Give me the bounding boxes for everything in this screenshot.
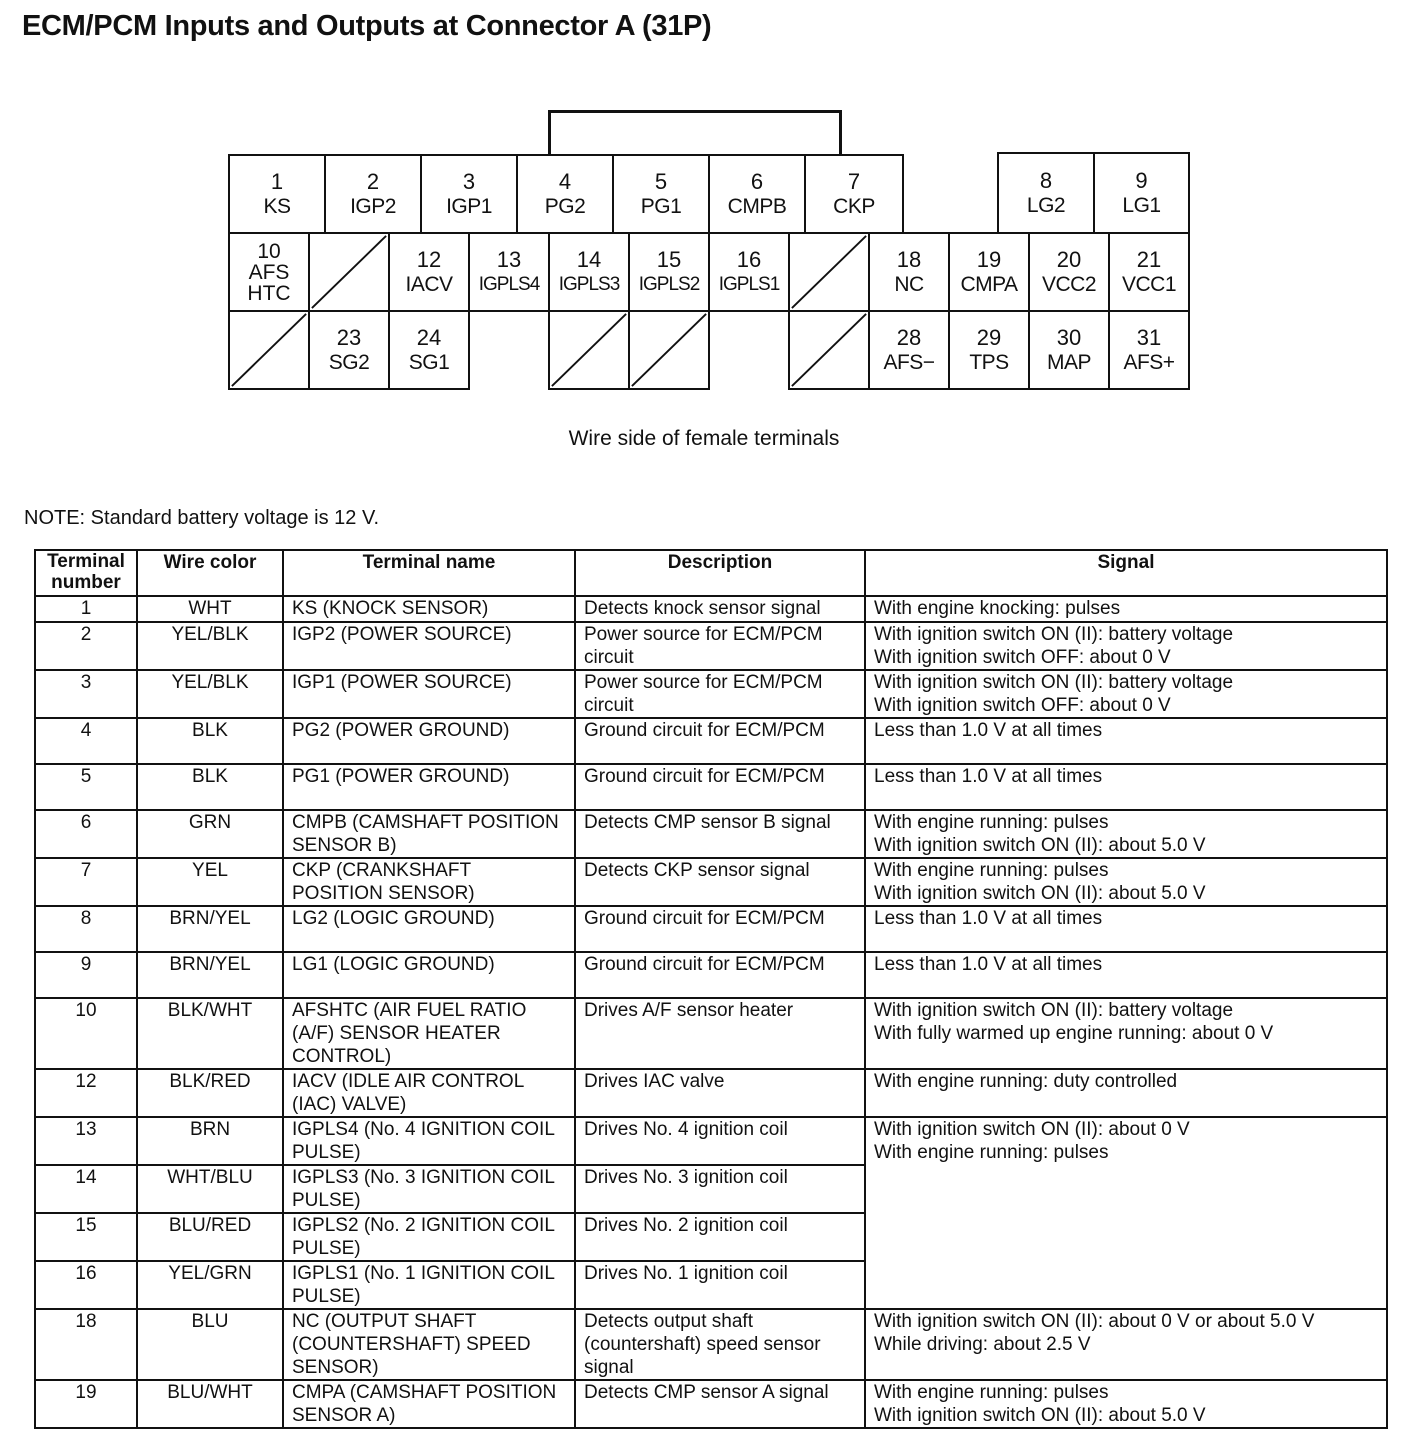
- header-description: Description: [575, 550, 865, 596]
- cell-terminal-name: IGPLS2 (No. 2 IGNITION COIL PULSE): [283, 1213, 575, 1261]
- pin-number: 12: [416, 247, 442, 272]
- cell-terminal-number: 12: [35, 1069, 137, 1117]
- cell-terminal-number: 15: [35, 1213, 137, 1261]
- cell-terminal-name: LG2 (LOGIC GROUND): [283, 906, 575, 952]
- pin-number: 9: [1135, 168, 1148, 193]
- cell-description: Detects knock sensor signal: [575, 596, 865, 622]
- table-row: [35, 1380, 1387, 1428]
- table-row: [35, 906, 1387, 952]
- connector-pin-4: [516, 154, 614, 234]
- cell-description: Power source for ECM/PCM circuit: [575, 622, 865, 670]
- cell-signal: With ignition switch ON (II): about 0 V With engine running: pulses: [865, 1117, 1387, 1309]
- cell-signal: Less than 1.0 V at all times: [865, 906, 1387, 952]
- pin-code: KS: [263, 195, 291, 218]
- pin-code: TPS: [969, 351, 1009, 374]
- cell-signal: Less than 1.0 V at all times: [865, 952, 1387, 998]
- pin-number: 4: [558, 169, 572, 194]
- cell-terminal-name: IGP1 (POWER SOURCE): [283, 670, 575, 718]
- table-row: [35, 1117, 1387, 1165]
- connector-pin-24: [388, 310, 470, 390]
- cell-terminal-number: 14: [35, 1165, 137, 1213]
- cell-terminal-number: 18: [35, 1309, 137, 1380]
- connector-cavity-empty: [228, 310, 310, 390]
- cell-terminal-name: AFSHTC (AIR FUEL RATIO (A/F) SENSOR HEATER CONTROL): [283, 998, 575, 1069]
- cell-terminal-number: 16: [35, 1261, 137, 1309]
- table-row: [35, 858, 1387, 906]
- table-row: [35, 952, 1387, 998]
- cell-wire-color: BRN/YEL: [137, 952, 283, 998]
- cell-description: Ground circuit for ECM/PCM: [575, 952, 865, 998]
- pin-code: IGP1: [446, 195, 492, 218]
- pin-code: CMPB: [727, 195, 787, 218]
- cell-terminal-name: KS (KNOCK SENSOR): [283, 596, 575, 622]
- pin-code: CKP: [833, 195, 875, 218]
- pin-code: NC: [894, 273, 924, 296]
- cell-terminal-name: PG2 (POWER GROUND): [283, 718, 575, 764]
- cell-terminal-number: 10: [35, 998, 137, 1069]
- cell-signal: With ignition switch ON (II): battery voltage With ignition switch OFF: about 0 V: [865, 622, 1387, 670]
- connector-pin-3: [420, 154, 518, 234]
- pin-code: SG2: [328, 351, 370, 374]
- header-signal: Signal: [865, 550, 1387, 596]
- cell-description: Ground circuit for ECM/PCM: [575, 718, 865, 764]
- pin-code: IGP2: [350, 195, 396, 218]
- pin-code: MAP: [1046, 351, 1091, 374]
- connector-pin-13: [468, 232, 550, 312]
- pin-number: 5: [654, 169, 668, 194]
- cell-terminal-name: IGPLS3 (No. 3 IGNITION COIL PULSE): [283, 1165, 575, 1213]
- cell-terminal-name: LG1 (LOGIC GROUND): [283, 952, 575, 998]
- cell-wire-color: BLU/RED: [137, 1213, 283, 1261]
- connector-pin-14: [548, 232, 630, 312]
- cell-terminal-number: 6: [35, 810, 137, 858]
- pin-code: IGPLS1: [718, 274, 780, 295]
- cell-description: Drives No. 1 ignition coil: [575, 1261, 865, 1309]
- header-terminal-name: Terminal name: [283, 550, 575, 596]
- pin-number: 7: [847, 169, 861, 194]
- cell-wire-color: YEL/BLK: [137, 622, 283, 670]
- connector-pin-16: [708, 232, 790, 312]
- cell-signal: With engine running: duty controlled: [865, 1069, 1387, 1117]
- cell-description: Drives A/F sensor heater: [575, 998, 865, 1069]
- connector-cavity-empty: [788, 310, 870, 390]
- cell-terminal-name: PG1 (POWER GROUND): [283, 764, 575, 810]
- cell-wire-color: BRN: [137, 1117, 283, 1165]
- pin-number: 13: [496, 247, 522, 272]
- table-row: [35, 718, 1387, 764]
- cell-wire-color: BLU: [137, 1309, 283, 1380]
- pin-number: 18: [896, 247, 922, 272]
- pin-code: AFS+: [1123, 351, 1175, 374]
- cell-signal: Less than 1.0 V at all times: [865, 718, 1387, 764]
- cell-wire-color: BRN/YEL: [137, 906, 283, 952]
- cell-description: Drives IAC valve: [575, 1069, 865, 1117]
- connector-pin-12: [388, 232, 470, 312]
- connector-diagram: [0, 0, 1408, 470]
- pin-code-line-2: HTC: [247, 281, 291, 305]
- table-row: [35, 764, 1387, 810]
- cell-description: Drives No. 2 ignition coil: [575, 1213, 865, 1261]
- cell-wire-color: BLU/WHT: [137, 1380, 283, 1428]
- connector-pin-10: [228, 232, 310, 312]
- connector-pin-31: [1108, 310, 1190, 390]
- cell-terminal-name: IGPLS4 (No. 4 IGNITION COIL PULSE): [283, 1117, 575, 1165]
- cell-terminal-number: 9: [35, 952, 137, 998]
- pin-number: 2: [366, 169, 380, 194]
- header-terminal-number: Terminal number: [35, 550, 137, 596]
- pin-code: IGPLS4: [478, 274, 540, 295]
- pin-number: 20: [1056, 247, 1082, 272]
- pin-code: IGPLS3: [558, 274, 620, 295]
- connector-pin-15: [628, 232, 710, 312]
- cell-terminal-name: IACV (IDLE AIR CONTROL (IAC) VALVE): [283, 1069, 575, 1117]
- terminal-table: [34, 549, 1388, 1429]
- connector-caption: Wire side of female terminals: [568, 427, 840, 450]
- cell-wire-color: YEL/BLK: [137, 670, 283, 718]
- cell-terminal-number: 4: [35, 718, 137, 764]
- pin-code: AFS: [248, 260, 290, 284]
- pin-code: IACV: [405, 273, 453, 296]
- table-row: [35, 596, 1387, 622]
- cell-description: Ground circuit for ECM/PCM: [575, 906, 865, 952]
- table-row: [35, 998, 1387, 1069]
- connector-pin-29: [948, 310, 1030, 390]
- header-wire-color: Wire color: [137, 550, 283, 596]
- pin-number: 16: [736, 247, 762, 272]
- cell-description: Detects output shaft (countershaft) speed sensor signal: [575, 1309, 865, 1380]
- cell-description: Detects CMP sensor B signal: [575, 810, 865, 858]
- cell-terminal-name: CKP (CRANKSHAFT POSITION SENSOR): [283, 858, 575, 906]
- cell-signal: With ignition switch ON (II): about 0 V or about 5.0 V While driving: about 2.5 V: [865, 1309, 1387, 1380]
- cell-terminal-name: CMPA (CAMSHAFT POSITION SENSOR A): [283, 1380, 575, 1428]
- cell-wire-color: WHT: [137, 596, 283, 622]
- cell-wire-color: YEL: [137, 858, 283, 906]
- connector-pin-21: [1108, 232, 1190, 312]
- connector-pin-18: [868, 232, 950, 312]
- connector-pin-28: [868, 310, 950, 390]
- cell-terminal-number: 1: [35, 596, 137, 622]
- connector-cavity-empty: [548, 310, 630, 390]
- pin-number: 3: [462, 169, 476, 194]
- connector-pin-2: [324, 154, 422, 234]
- table-row: [35, 1309, 1387, 1380]
- connector-pin-30: [1028, 310, 1110, 390]
- cell-signal: With ignition switch ON (II): battery voltage With ignition switch OFF: about 0 V: [865, 670, 1387, 718]
- table-header-row: [35, 550, 1387, 596]
- connector-pin-8: [997, 152, 1095, 234]
- connector-pin-6: [708, 154, 806, 234]
- cell-wire-color: WHT/BLU: [137, 1165, 283, 1213]
- cell-description: Power source for ECM/PCM circuit: [575, 670, 865, 718]
- pin-number: 24: [416, 325, 442, 350]
- cell-terminal-name: NC (OUTPUT SHAFT (COUNTERSHAFT) SPEED SENSOR): [283, 1309, 575, 1380]
- pin-number: 15: [656, 247, 682, 272]
- connector-latch: [548, 110, 842, 154]
- cell-terminal-number: 8: [35, 906, 137, 952]
- cell-terminal-number: 3: [35, 670, 137, 718]
- pin-number: 30: [1056, 325, 1082, 350]
- table-row: [35, 670, 1387, 718]
- cell-wire-color: GRN: [137, 810, 283, 858]
- cell-terminal-number: 5: [35, 764, 137, 810]
- cell-signal: Less than 1.0 V at all times: [865, 764, 1387, 810]
- pin-code: LG2: [1026, 194, 1066, 217]
- pin-code: PG2: [544, 195, 586, 218]
- pin-code: AFS−: [883, 351, 935, 374]
- cell-terminal-number: 19: [35, 1380, 137, 1428]
- pin-code: PG1: [640, 195, 682, 218]
- pin-code: LG1: [1122, 194, 1161, 217]
- table-row: [35, 622, 1387, 670]
- cell-terminal-number: 7: [35, 858, 137, 906]
- cell-wire-color: BLK: [137, 718, 283, 764]
- cell-terminal-name: CMPB (CAMSHAFT POSITION SENSOR B): [283, 810, 575, 858]
- pin-number: 14: [576, 247, 602, 272]
- pin-number: 23: [336, 325, 362, 350]
- cell-description: Ground circuit for ECM/PCM: [575, 764, 865, 810]
- cell-terminal-name: IGPLS1 (No. 1 IGNITION COIL PULSE): [283, 1261, 575, 1309]
- cell-terminal-name: IGP2 (POWER SOURCE): [283, 622, 575, 670]
- cell-signal: With engine running: pulses With ignition switch ON (II): about 5.0 V: [865, 858, 1387, 906]
- pin-code: VCC2: [1041, 273, 1097, 296]
- cell-signal: With ignition switch ON (II): battery voltage With fully warmed up engine running: about 0 V: [865, 998, 1387, 1069]
- table-row: [35, 1069, 1387, 1117]
- pin-number: 28: [896, 325, 922, 350]
- cell-description: Drives No. 4 ignition coil: [575, 1117, 865, 1165]
- connector-pin-19: [948, 232, 1030, 312]
- pin-code: VCC1: [1121, 273, 1177, 296]
- cell-wire-color: BLK/RED: [137, 1069, 283, 1117]
- pin-code: SG1: [408, 351, 450, 374]
- table-row: [35, 810, 1387, 858]
- connector-pin-5: [612, 154, 710, 234]
- connector-cavity-empty: [308, 232, 390, 312]
- connector-pin-1: [228, 154, 326, 234]
- cell-signal: With engine knocking: pulses: [865, 596, 1387, 622]
- cell-description: Drives No. 3 ignition coil: [575, 1165, 865, 1213]
- pin-code: CMPA: [960, 273, 1018, 296]
- connector-pin-9: [1093, 152, 1190, 234]
- connector-cavity-empty: [788, 232, 870, 312]
- pin-number: 19: [976, 247, 1002, 272]
- cell-description: Detects CMP sensor A signal: [575, 1380, 865, 1428]
- pin-number: 1: [270, 169, 284, 194]
- pin-number: 8: [1039, 168, 1053, 193]
- pin-number: 31: [1136, 325, 1162, 350]
- connector-pin-7: [804, 154, 904, 234]
- pin-number: 21: [1136, 247, 1162, 272]
- cell-terminal-number: 2: [35, 622, 137, 670]
- connector-pin-20: [1028, 232, 1110, 312]
- page-title: ECM/PCM Inputs and Outputs at Connector A (31P): [22, 10, 712, 42]
- pin-code: IGPLS2: [638, 274, 700, 295]
- pin-number: 6: [750, 169, 764, 194]
- cell-wire-color: YEL/GRN: [137, 1261, 283, 1309]
- cell-signal: With engine running: pulses With ignition switch ON (II): about 5.0 V: [865, 1380, 1387, 1428]
- connector-cavity-empty: [628, 310, 710, 390]
- pin-number: 10: [257, 239, 281, 263]
- cell-description: Detects CKP sensor signal: [575, 858, 865, 906]
- connector-pin-23: [308, 310, 390, 390]
- battery-note: NOTE: Standard battery voltage is 12 V.: [24, 507, 380, 529]
- cell-wire-color: BLK: [137, 764, 283, 810]
- cell-terminal-number: 13: [35, 1117, 137, 1165]
- cell-wire-color: BLK/WHT: [137, 998, 283, 1069]
- pin-number: 29: [976, 325, 1002, 350]
- cell-signal: With engine running: pulses With ignition switch ON (II): about 5.0 V: [865, 810, 1387, 858]
